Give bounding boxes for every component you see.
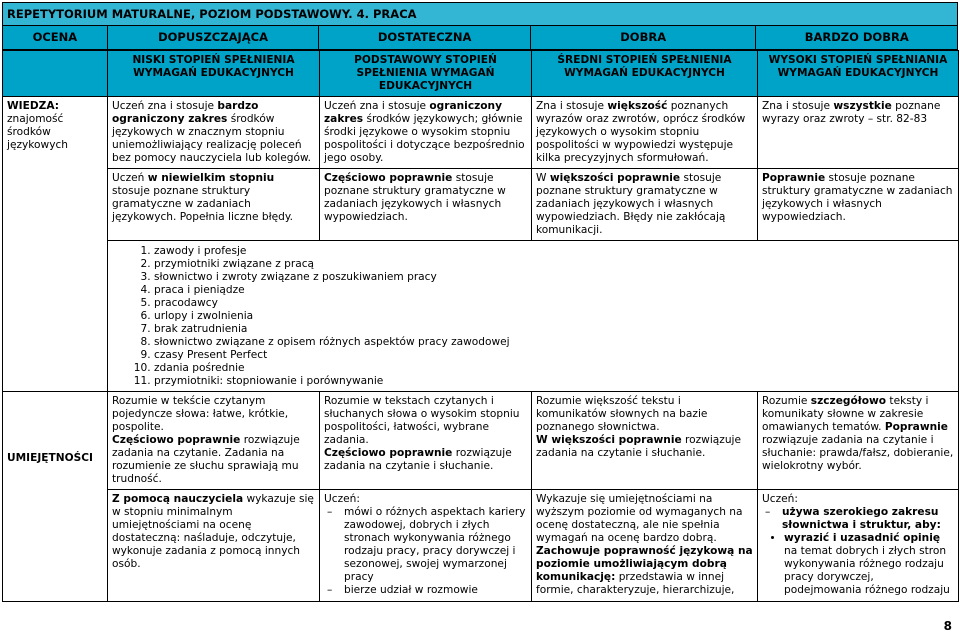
skills-cell-dopuszczajaca: Rozumie w tekście czytanym pojedyncze słowa: łatwe, krótkie, pospolite. Częściowo poprawnie rozwiązuje zadania na czytanie. Zadania na rozumienie ze słuchu sprawiają mu trudność. xyxy=(108,392,320,490)
speaking-dash-list xyxy=(324,506,527,597)
grade-header-dobra: DOBRA xyxy=(531,26,757,49)
topic-item: 7. brak zatrudnienia xyxy=(154,323,954,336)
umiejetnosci-row-2 xyxy=(3,490,959,602)
list-item: – mówi o różnych aspektach kariery zawodowej, dobrych i złych stronach wykonywania różnego rodzaju pracy, pracy dorywczej i sezonowej, swojej wymarzonej pracy xyxy=(344,506,527,584)
grammar-cell-dobra: W większości poprawnie stosuje poznane struktury gramatyczne w zadaniach językowych i własnych wypowiedziach. Błędy nie zakłócają komunikacji. xyxy=(532,169,758,241)
topic-item: 5. pracodawcy xyxy=(154,297,954,310)
speaking-cell-bardzo-dobra: Uczeń: – używa szerokiego zakresu słownictwa i struktur, aby: • wyrazić i uzasadnić opinię na temat dobrych i złych stron wykonywania różnego rodzaju pracy dorywczej, podejmowania różnego rodzaju xyxy=(758,490,959,602)
wiedza-topics-row xyxy=(3,241,959,392)
criteria-table xyxy=(2,50,959,602)
umiejetnosci-row-1 xyxy=(3,392,959,490)
wiedza-cell-dostateczna: Uczeń zna i stosuje ograniczony zakres środków językowych; głównie środki językowe o wysokim stopniu pospolitości i dotyczące bezpośrednio jego osoby. xyxy=(320,97,532,169)
level-header-basic: PODSTAWOWY STOPIEŃ SPEŁNIENIA WYMAGAŃ EDUKACYJNYCH xyxy=(320,51,532,97)
level-header-high: WYSOKI STOPIEŃ SPEŁNIANIA WYMAGAŃ EDUKACYJNYCH xyxy=(758,51,959,97)
grade-header-bardzo-dobra: BARDZO DOBRA xyxy=(804,30,909,44)
speaking-cell-dopuszczajaca: Z pomocą nauczyciela wykazuje się w stopniu minimalnym umiejętnościami na ocenę dostateczną: naśladuje, odczytuje, wykonuje zadania z pomocą innych osób. xyxy=(108,490,320,602)
level-header-medium: ŚREDNI STOPIEŃ SPEŁNIENIA WYMAGAŃ EDUKACYJNYCH xyxy=(532,51,758,97)
wiedza-cell-bardzo-dobra: Zna i stosuje wszystkie poznane wyrazy oraz zwroty – str. 82-83 xyxy=(758,97,959,169)
topic-item: 4. praca i pieniądze xyxy=(154,284,954,297)
level-header-row xyxy=(3,51,959,97)
grade-header-row xyxy=(2,26,958,50)
topic-item: 8. słownictwo związane z opisem różnych aspektów pracy zawodowej xyxy=(154,336,954,349)
skills-cell-dostateczna: Rozumie w tekstach czytanych i słuchanych słowa o wysokim stopniu pospolitości, łatwości, wybrane zadania. Częściowo poprawnie rozwiązuje zadania na czytanie i słuchanie. xyxy=(320,392,532,490)
topics-list xyxy=(112,245,954,388)
wiedza-row-1 xyxy=(3,97,959,169)
document-title: REPETYTORIUM MATURALNE, POZIOM PODSTAWOWY. 4. PRACA xyxy=(2,2,958,26)
speaking-cell-dobra: Wykazuje się umiejętnościami na wyższym poziomie od wymaganych na ocenę dostateczną, ale nie spełnia wymagań na ocenę bardzo dobrą. Zachowuje poprawność językową na poziomie umożliwiającym dobrą komunikację: przedstawia w innej formie, charakteryzuje, hierarchizuje, xyxy=(532,490,758,602)
grade-header-dopuszczajaca: DOPUSZCZAJĄCA xyxy=(108,26,320,49)
umiejetnosci-label: UMIEJĘTNOŚCI xyxy=(3,392,108,602)
grade-header-dostateczna: DOSTATECZNA xyxy=(319,26,531,49)
wiedza-row-2 xyxy=(3,169,959,241)
document-sheet xyxy=(2,2,958,602)
grammar-cell-bardzo-dobra: Poprawnie stosuje poznane struktury gramatyczne w zadaniach językowych i własnych wypowiedziach. xyxy=(758,169,959,241)
topic-item: 11. przymiotniki: stopniowanie i porównywanie xyxy=(154,375,954,388)
grammar-cell-dopuszczajaca: Uczeń w niewielkim stopniu stosuje poznane struktury gramatyczne w zadaniach językowych. Popełnia liczne błędy. xyxy=(108,169,320,241)
grade-header-ocena: OCENA xyxy=(3,26,108,49)
list-item: – bierze udział w rozmowie xyxy=(344,584,527,597)
topic-item: 9. czasy Present Perfect xyxy=(154,349,954,362)
level-header-blank xyxy=(3,51,108,97)
wiedza-label-title: WIEDZA: xyxy=(7,100,59,112)
topic-item: 2. przymiotniki związane z pracą xyxy=(154,258,954,271)
page-number: 8 xyxy=(943,619,952,633)
list-item: – używa szerokiego zakresu słownictwa i struktur, aby: xyxy=(782,506,954,532)
topics-cell xyxy=(108,241,959,392)
skills-cell-dobra: Rozumie większość tekstu i komunikatów słownych na bazie poznanego słownictwa. W większości poprawnie rozwiązuje zadania na czytanie i słuchanie. xyxy=(532,392,758,490)
skills-cell-bardzo-dobra: Rozumie szczegółowo teksty i komunikaty słowne w zakresie omawianych tematów. Poprawnie rozwiązuje zadania na czytanie i słuchanie: prawda/fałsz, dobieranie, wielokrotny wybór. xyxy=(758,392,959,490)
topic-item: 10. zdania pośrednie xyxy=(154,362,954,375)
speaking-cell-dostateczna: Uczeń: – mówi o różnych aspektach kariery zawodowej, dobrych i złych stronach wykonywania różnego rodzaju pracy, pracy dorywczej i sezonowej, swojej wymarzonej pracy – bierze udział w rozmowie xyxy=(320,490,532,602)
topic-item: 3. słownictwo i zwroty związane z poszukiwaniem pracy xyxy=(154,271,954,284)
wiedza-label xyxy=(3,97,108,392)
topic-item: 6. urlopy i zwolnienia xyxy=(154,310,954,323)
list-item: • wyrazić i uzasadnić opinię na temat dobrych i złych stron wykonywania różnego rodzaju pracy dorywczej, podejmowania różnego rodzaju xyxy=(784,532,954,597)
level-header-low: NISKI STOPIEŃ SPEŁNIENIA WYMAGAŃ EDUKACYJNYCH xyxy=(108,51,320,97)
wiedza-cell-dopuszczajaca: Uczeń zna i stosuje bardzo ograniczony zakres środków językowych w znacznym stopniu uniemożliwiający realizację poleceń bez pomocy nauczyciela lub kolegów. xyxy=(108,97,320,169)
wiedza-cell-dobra: Zna i stosuje większość poznanych wyrazów oraz zwrotów, oprócz środków językowych o wysokim stopniu pospolitości w wypowiedzi występuje kilka precyzyjnych sformułowań. xyxy=(532,97,758,169)
wiedza-label-subtitle: znajomość środków językowych xyxy=(7,113,69,151)
topic-item: 1. zawody i profesje xyxy=(154,245,954,258)
grammar-cell-dostateczna: Częściowo poprawnie stosuje poznane struktury gramatyczne w zadaniach językowych i własnych wypowiedziach. xyxy=(320,169,532,241)
